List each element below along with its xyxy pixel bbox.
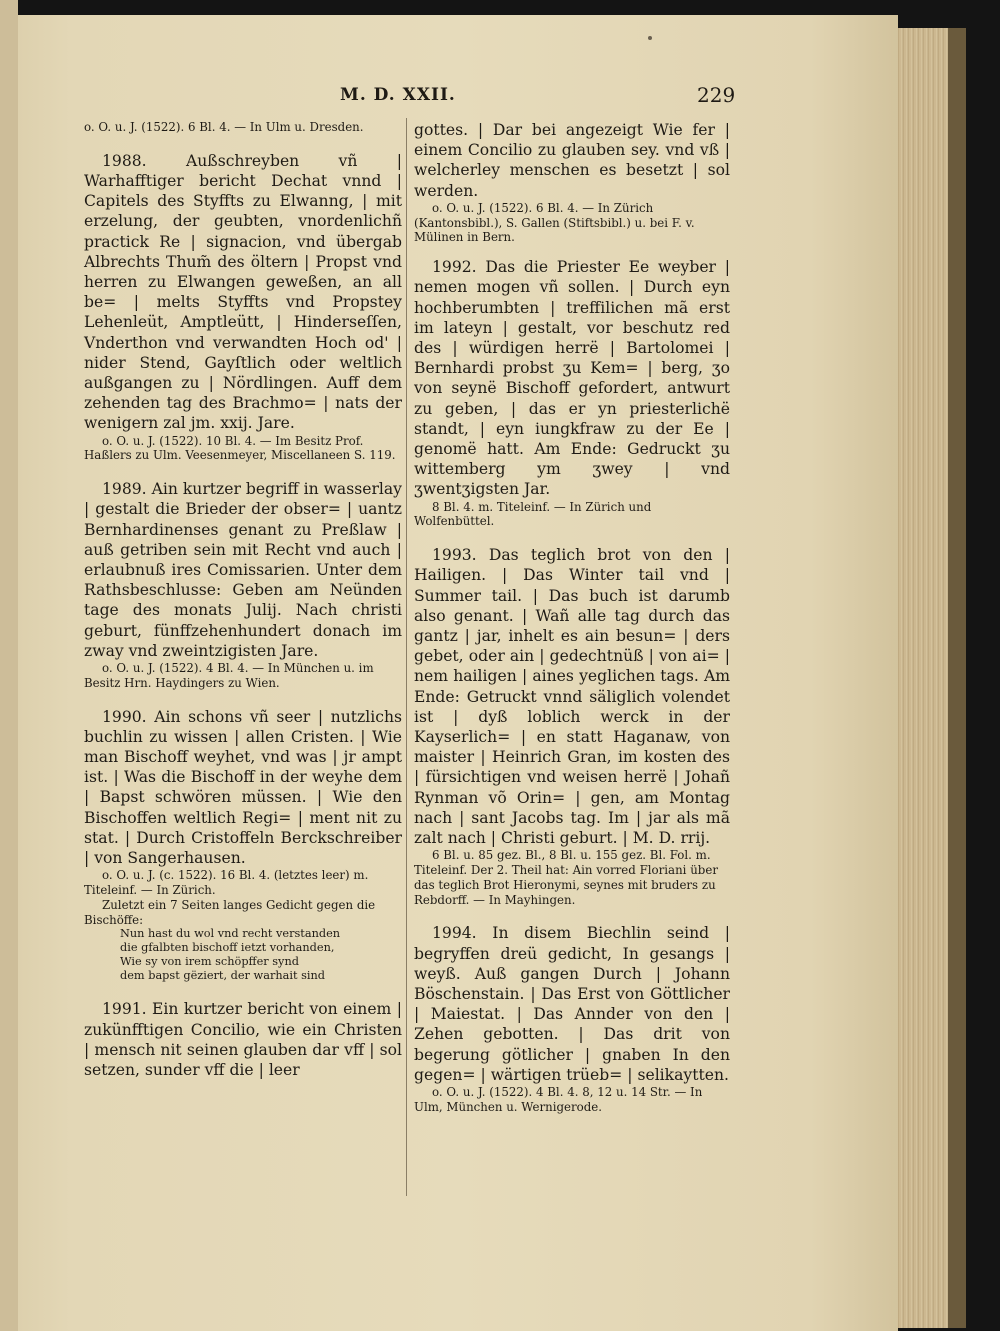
- entry-1990-note2: Zuletzt ein 7 Seiten langes Gedicht gegen die Bischöffe:: [84, 897, 376, 927]
- poem-line: dem bapst gëziert, der warhait sind: [120, 969, 326, 983]
- book-cover-edge: [948, 28, 966, 1328]
- entry-1991-note: o. O. u. J. (1522). 6 Bl. 4. — In Zürich (Kantonsbibl.), S. Gallen (Stiftsbibl.) u. bei F. v. Mülinen in Bern.: [414, 200, 695, 245]
- entry-1989-note: o. O. u. J. (1522). 4 Bl. 4. — In München u. im Besitz Hrn. Haydingers zu Wien.: [84, 661, 374, 690]
- entry-1990-note: o. O. u. J. (c. 1522). 16 Bl. 4. (letztes leer) m. Titeleinf. — In Zürich.: [84, 868, 369, 898]
- entry-1993-note: 6 Bl. u. 85 gez. Bl., 8 Bl. u. 155 gez. Bl. Fol. m. Titeleinf. Der 2. Theil hat: Ain vorred Floriani über das teglich Brot Hieronymi, seynes mit bruders zu Rebdorff. — In Mayhingen.: [414, 848, 718, 907]
- entry-1992-note: 8 Bl. 4. m. Titeleinf. — In Zürich und Wolfenbüttel.: [414, 499, 652, 529]
- entry-1988-note: o. O. u. J. (1522). 10 Bl. 4. — Im Besitz Prof. Haßlers zu Ulm. Veesenmeyer, Miscellaneen S. 119.: [84, 433, 396, 463]
- intro-note: o. O. u. J. (1522). 6 Bl. 4. — In Ulm u. Dresden.: [84, 120, 364, 134]
- page-number: 229: [697, 83, 736, 107]
- entry-1989-text: 1989. Ain kurtzer begriff in wasserlay | gestalt die Brieder der obser= | uantz Bernhardinenses genant zu Preßlaw | auß getriben sein mit Recht vnd auch | erlaubnuß ires Comissarien. Unter dem Rathsbeschlusse: Geben am Neünden tage des monats Julij. Nach christi geburt, fünffzehenhundert donach im zway vnd zweintzigisten Jare.: [84, 480, 402, 660]
- running-header-title: M. D. XXII.: [340, 85, 456, 105]
- entry-1994-text: 1994. In disem Biechlin seind | begryffen dreü gedicht, In gesangs | weyß. Auß gangen Durch | Johann Böschenstain. | Das Erst von Göttlicher | Maiestat. | Das Annder von den | Zehen gebotten. | Das drit von begerung götlicher | gnaben In den gegen= | wärtigen trüeb= | selikaytten.: [414, 924, 730, 1084]
- column-divider: [406, 118, 407, 1196]
- page-speck: [648, 36, 652, 40]
- poem-line: Wie sy von irem schöpffer synd: [120, 955, 299, 969]
- entry-1992-text: 1992. Das die Priester Ee weyber | nemen mogen vñ sollen. | Durch eyn hochberumbten | treffilichen mã erst im lateyn | gestalt, vor beschutz red des | würdigen herrë | Bartolomei | Bernhardi probst ʒu Kem= | berg, ʒo von seynë Bischoff gefordert, antwurt zu geben, | das er yn priesterlichë standt, | eyn iungkfraw zu der Ee | genomë hatt. Am Ende: Gedruckt ʒu wittemberg ym ʒwey | vnd ʒwentʒigsten Jar.: [414, 258, 730, 499]
- poem-line: Nun hast du wol vnd recht verstanden: [120, 927, 341, 941]
- entry-1990-text: 1990. Ain schons vñ seer | nutzlichs buchlin zu wissen | allen Cristen. | Wie man Bischoff weyhet, vnd was | jr ampt ist. | Was die Bischoff in der weyhe dem | Bapst schwören müssen. | Wie den Bischoffen weltlich Regi= | ment nit zu stat. | Durch Cristoffeln Berckschreiber | von Sangerhausen.: [84, 707, 402, 868]
- poem-line: die gfalbten bischoff ietzt vorhanden,: [120, 941, 335, 955]
- entry-1994-note: o. O. u. J. (1522). 4 Bl. 4. 8, 12 u. 14 Str. — In Ulm, München u. Wernigerode.: [414, 1085, 703, 1114]
- left-page-edge: [0, 0, 18, 1331]
- poem-excerpt: [84, 927, 402, 983]
- entry-1988-text: 1988. Außschreyben vñ | Warhafftiger bericht Dechat vnnd | Capitels des Styffts zu Elwanng, | mit erzelung, der geubten, vnordenlichñ practick Re | signacion, vnd übergab Albrechts Thum̃ des öltern | Propst vnd herren zu Elwangen geweßen, an all be= | melts Styffts vnd Propstey Lehenleüt, Amptleütt, | Hinderseſſen, Vnderthon vnd verwandten Hoch od' | nider Stend, Gayſtlich oder weltlich außgangen zu | Nördlingen. Auff dem zehenden tag des Brachmo= | nats der wenigern zal jm. xxij. Jare.: [84, 151, 402, 433]
- left-column: [84, 120, 402, 1080]
- entry-1991-text: 1991. Ein kurtzer bericht von einem | zukünfftigen Concilio, wie ein Christen | mensch nit seinen glauben dar vff | sol setzen, sunder vff die | leer: [84, 1000, 402, 1080]
- right-column: [414, 120, 730, 1115]
- entry-1991-continued-text: gottes. | Dar bei angezeigt Wie fer | einem Concilio zu glauben sey. vnd vß | welcherley menschen es besetzt | sol werden.: [414, 121, 730, 200]
- entry-1993-text: 1993. Das teglich brot von den | Hailigen. | Das Winter tail vnd | Summer tail. | Das buch ist darumb also genant. | Wañ alle tag durch das gantz | jar, inhelt es ain besun= | ders gebet, oder ain | gedechtnüß | von ai= | nem hailigen | aines yeglichen tags. Am Ende: Getruckt vnnd säliglich volendet ist | dyß loblich werck in der Kayserlich= | en statt Haganaw, von maister | Heinrich Gran, im kosten des | fürsichtigen vnd weisen herrë | Johañ Rynman võ Orin= | gen, am Montag nach | sant Jacobs tag. Im | jar als mã zalt nach | Christi geburt. | M. D. rrij.: [414, 546, 730, 848]
